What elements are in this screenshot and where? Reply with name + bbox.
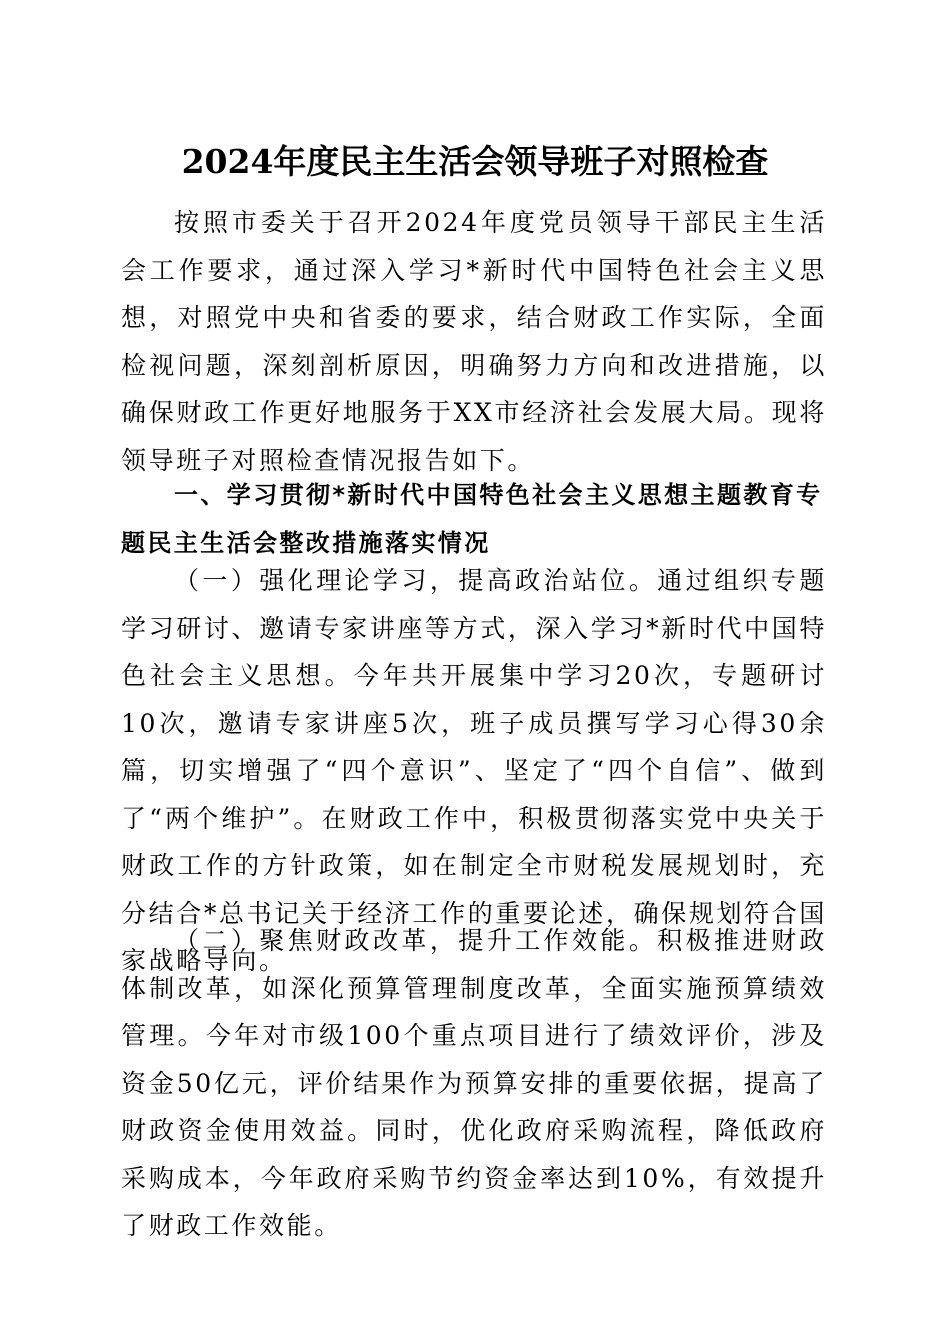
document-title: 2024年度民主生活会领导班子对照检查 xyxy=(181,142,769,181)
section-heading-1: 一、学习贯彻*新时代中国特色社会主义思想主题教育专题民主生活会整改措施落实情况 xyxy=(121,481,823,557)
subsection-paragraph-1: （一）强化理论学习，提高政治站位。通过组织专题学习研讨、邀请专家讲座等方式，深入学习*新时代中国特色社会主义思想。今年共开展集中学习20次，专题研讨10次，邀请专家讲座5次，班子成员撰写学习心得30余篇，切实增强了“四个意识”、坚定了“四个自信”、做到了“两个维护”。在财政工作中，积极贯彻落实党中央关于财政工作的方针政策，如在制定全市财税发展规划时，充分结合*总书记关于经济工作的重要论述，确保规划符合国家战略导向。 xyxy=(121,566,827,975)
subsection-paragraph-2: （二）聚焦财政改革，提升工作效能。积极推进财政体制改革，如深化预算管理制度改革，全面实施预算绩效管理。今年对市级100个重点项目进行了绩效评价，涉及资金50亿元，评价结果作为预算安排的重要依据，提高了财政资金使用效益。同时，优化政府采购流程，降低政府采购成本，今年政府采购节约资金率达到10%，有效提升了财政工作效能。 xyxy=(121,926,827,1240)
intro-paragraph: 按照市委关于召开2024年度党员领导干部民主生活会工作要求，通过深入学习*新时代中国特色社会主义思想，对照党中央和省委的要求，结合财政工作实际，全面检视问题，深刻剖析原因，明确努力方向和改进措施，以确保财政工作更好地服务于XX市经济社会发展大局。现将领导班子对照检查情况报告如下。 xyxy=(121,208,827,475)
